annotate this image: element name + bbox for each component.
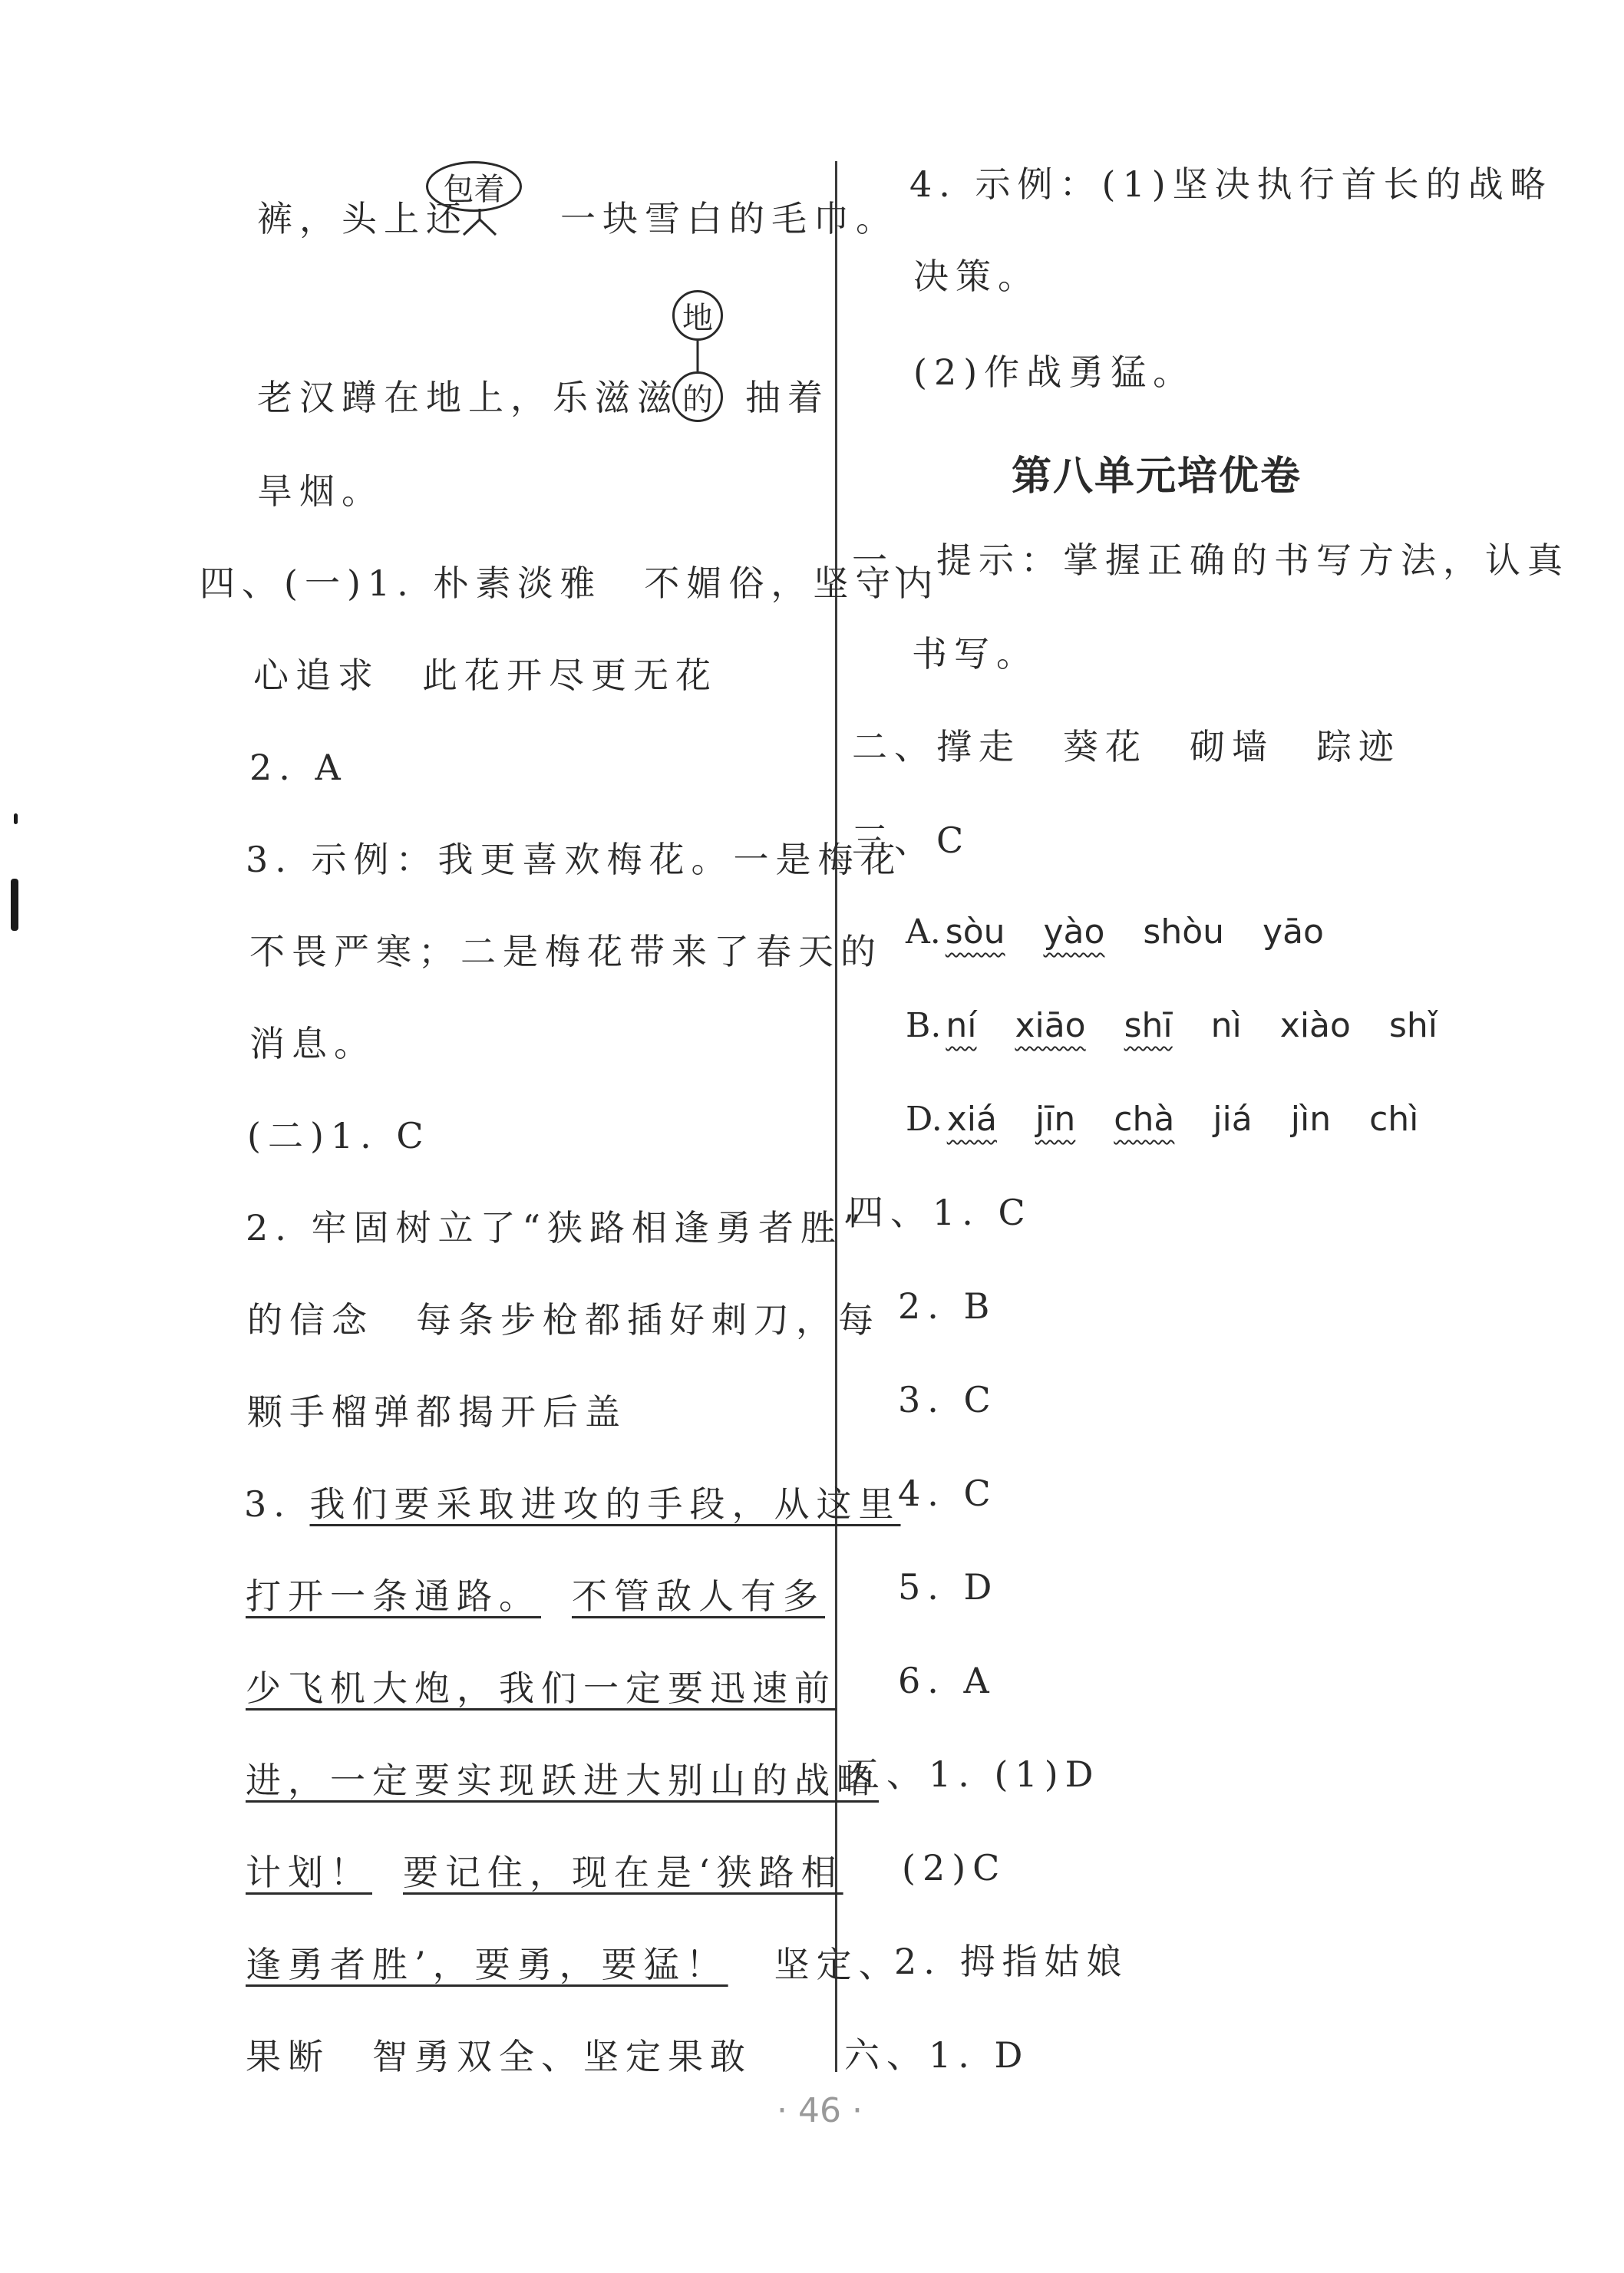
pinyin-item: yào [1043,912,1105,952]
text-segment: 裤，头上还 [257,198,468,239]
right-line-6: 二、撑走 葵花 砌墙 踪迹 [852,726,1401,767]
pinyin-item: jìn [1290,1100,1332,1139]
pinyin-option-b [906,1003,1476,1049]
text-segment: 老汉蹲在地上，乐滋滋 [257,377,679,418]
right-line-3: (2)作战勇猛。 [913,351,1196,393]
text-segment: 一块雪白的毛巾。 [560,198,898,239]
insert-circle [426,161,522,212]
right-line-2: 决策。 [913,256,1040,297]
right-line-11: 4. C [898,1473,998,1514]
replace-connector-icon [694,341,701,371]
right-line-16: 2. 拇指姑娘 [894,1941,1129,1982]
pinyin-option-d [906,1097,1457,1143]
left-line-5: 心追求 此花开尽更无花 [253,655,718,696]
text-segment: 坚定、 [774,1944,901,1985]
left-line-10: (二)1. C [247,1115,431,1156]
left-line-1 [257,196,898,242]
inserted-text: 地 [682,300,713,336]
pinyin-item: jīn [1035,1100,1076,1139]
insert-circle [672,290,723,341]
underlined-text: 逢勇者胜’，要勇，要猛！ [246,1944,728,1985]
right-line-10: 3. C [898,1379,998,1420]
left-line-13: 颗手榴弹都揭开后盖 [247,1391,627,1433]
left-line-18 [246,1849,843,1895]
pinyin-item: yāo [1263,912,1324,952]
pinyin-item: chì [1369,1100,1419,1139]
underlined-text: 进，一定要实现跃进大别山的战略 [246,1760,879,1801]
pinyin-item: shǐ [1388,1006,1438,1045]
underlined-text: 打开一条通路。 [246,1575,541,1617]
pinyin-item: chà [1114,1100,1175,1139]
right-line-8: 四、1. C [848,1192,1032,1233]
scan-mark [11,879,18,931]
right-line-13: 6. A [898,1660,996,1701]
left-line-20: 果断 智勇双全、坚定果敢 [246,2036,752,2077]
pinyin-item: ní [946,1006,977,1045]
insert-caret-icon [460,209,499,239]
left-line-12: 的信念 每条步枪都插好刺刀，每 [247,1299,880,1341]
right-line-9: 2. B [898,1285,997,1327]
scan-mark [14,813,18,824]
left-line-17 [246,1757,879,1803]
right-line-7: 三、C [852,820,971,861]
inserted-text: 包着 [443,171,505,207]
pinyin-item: xiào [1279,1006,1351,1045]
right-line-5: 书写。 [912,633,1038,675]
right-line-14: 五、1. (1)D [844,1753,1101,1795]
item-number: 3. [244,1483,310,1525]
pinyin-item: sòu [945,912,1005,952]
right-line-15: (2)C [902,1847,1007,1889]
replaced-text: 的 [682,381,713,417]
pinyin-item: shòu [1143,912,1225,952]
right-line-17: 六、1. D [844,2034,1030,2076]
right-line-12: 5. D [898,1566,999,1608]
text-segment: 抽着 [745,377,830,418]
underlined-text: 我们要采取进攻的手段，从这里 [309,1483,901,1525]
left-line-15 [246,1573,825,1619]
underlined-text: 少飞机大炮，我们一定要迅速前 [246,1668,837,1709]
left-line-2 [257,374,830,421]
left-line-6: 2. A [249,747,348,788]
pinyin-item: shī [1124,1006,1173,1045]
page-number: · 46 · [777,2091,863,2130]
section-title: 第八单元培优卷 [1012,454,1302,500]
underlined-text: 不管敌人有多 [572,1575,825,1617]
left-line-7: 3. 示例：我更喜欢梅花。一是梅花 [246,839,903,880]
left-line-19 [246,1941,901,1988]
left-line-9: 消息。 [249,1023,376,1064]
replaced-circle [672,371,723,422]
underlined-text: 计划！ [246,1852,372,1893]
left-line-4: 四、(一)1. 朴素淡雅 不媚俗，坚守内 [200,562,940,604]
underlined-text: 要记住，现在是‘狭路相 [403,1852,843,1893]
pinyin-option-a [906,909,1362,955]
left-line-16 [246,1665,837,1711]
option-label: A. [906,912,941,952]
left-line-3: 旱烟。 [257,470,384,512]
left-line-11: 2. 牢固树立了“狭路相逢勇者胜” [246,1207,868,1249]
left-line-14 [244,1481,901,1527]
right-line-1: 4. 示例：(1)坚决执行首长的战略 [909,163,1553,205]
pinyin-item: nì [1210,1006,1242,1045]
pinyin-item: jiá [1213,1100,1253,1139]
left-line-8: 不畏严寒；二是梅花带来了春天的 [249,931,883,972]
pinyin-item: xiāo [1015,1006,1086,1045]
pinyin-item: xiá [946,1100,997,1139]
option-label: D. [906,1100,942,1139]
right-line-4: 一、提示：掌握正确的书写方法，认真 [852,539,1570,581]
option-label: B. [906,1006,942,1045]
